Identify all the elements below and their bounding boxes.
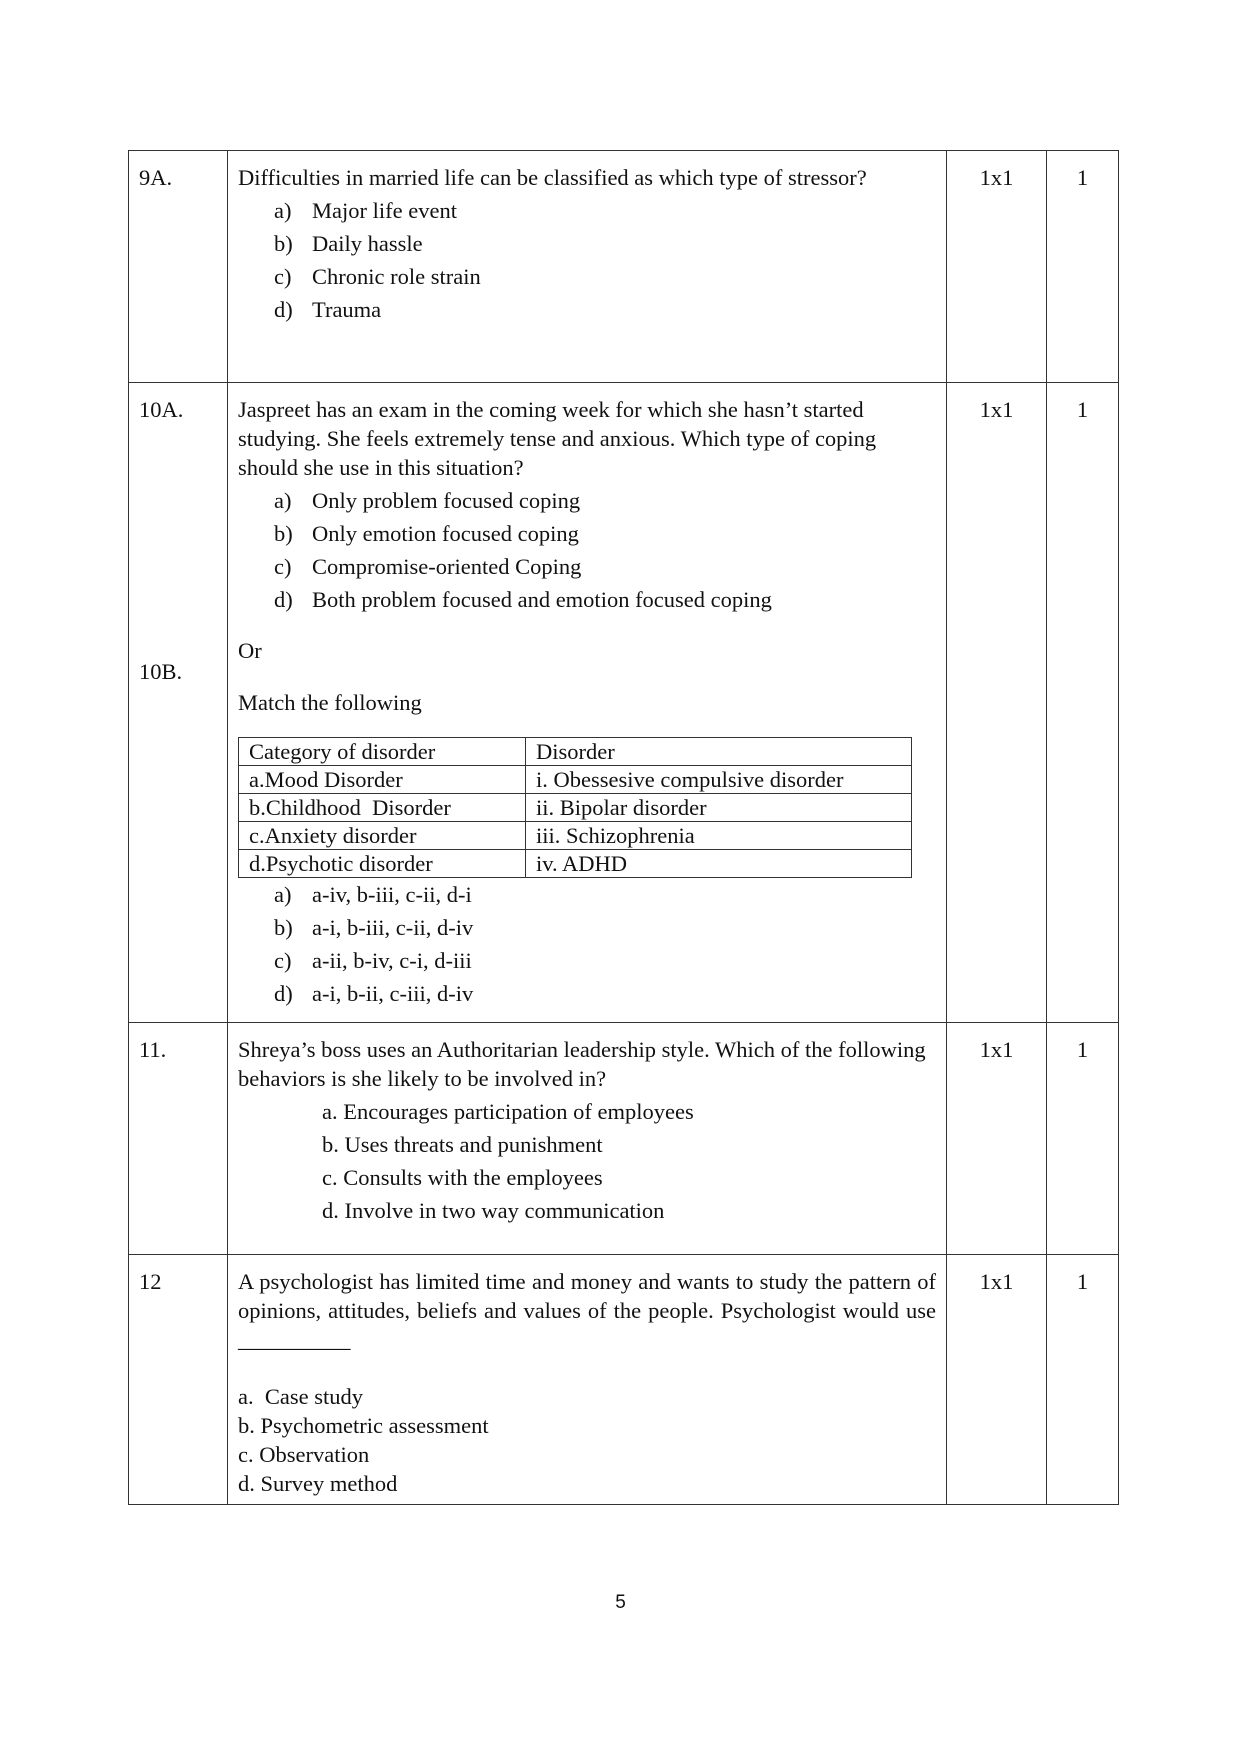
questions-table: [128, 150, 1119, 1505]
total-marks: 1: [1047, 151, 1119, 383]
question-text-cell: [228, 1255, 947, 1505]
option: b. Psychometric assessment: [238, 1413, 489, 1438]
question-number: 11.: [129, 1023, 228, 1255]
question-number: 9A.: [129, 151, 228, 383]
match-cell: b.Childhood Disorder: [239, 794, 526, 822]
question-text: A psychologist has limited time and money and wants to study the pattern of opinions, attitudes, beliefs and values of the people. Psychologist would use __________: [238, 1269, 936, 1352]
match-cell: a.Mood Disorder: [239, 766, 526, 794]
match-title: Match the following: [238, 690, 422, 715]
page-number: 5: [615, 1592, 626, 1613]
question-number-cell: [129, 383, 228, 1023]
total-marks: 1: [1047, 1255, 1119, 1505]
marks-breakdown: 1x1: [947, 383, 1047, 1023]
option: d) Both problem focused and emotion focused coping: [274, 587, 772, 612]
total-marks: 1: [1047, 1023, 1119, 1255]
or-separator: Or: [238, 638, 262, 663]
options-list: [274, 484, 936, 616]
option: a. Case study: [238, 1384, 363, 1409]
match-cell: iii. Schizophrenia: [526, 822, 912, 850]
question-text: Shreya’s boss uses an Authoritarian leadership style. Which of the following behaviors is she likely to be involved in?: [238, 1037, 926, 1091]
option: a) Only problem focused coping: [274, 488, 581, 513]
marks-breakdown: 1x1: [947, 1255, 1047, 1505]
question-text: Difficulties in married life can be classified as which type of stressor?: [238, 165, 867, 190]
option: b) Daily hassle: [274, 231, 423, 256]
option: d) Trauma: [274, 297, 382, 322]
match-cell: iv. ADHD: [526, 850, 912, 878]
match-table-row: [239, 766, 912, 794]
match-table-row: [239, 822, 912, 850]
options-list: [238, 1382, 936, 1498]
options-list: [274, 194, 936, 326]
option: c) Chronic role strain: [274, 264, 481, 289]
question-number: 10A.: [139, 397, 184, 422]
match-options-list: [274, 878, 936, 1010]
marks-breakdown: 1x1: [947, 1023, 1047, 1255]
option: d) a-i, b-ii, c-iii, d-iv: [274, 981, 474, 1006]
option: c) Compromise-oriented Coping: [274, 554, 582, 579]
match-cell: d.Psychotic disorder: [239, 850, 526, 878]
question-number: 12: [129, 1255, 228, 1505]
option: a) a-iv, b-iii, c-ii, d-i: [274, 882, 472, 907]
match-header-disorder: Disorder: [526, 738, 912, 766]
marks-breakdown: 1x1: [947, 151, 1047, 383]
option: a) Major life event: [274, 198, 457, 223]
match-table: [238, 737, 912, 878]
option: b) Only emotion focused coping: [274, 521, 579, 546]
option: a. Encourages participation of employees: [322, 1099, 694, 1124]
question-row-11: [129, 1023, 1119, 1255]
match-header-category: Category of disorder: [239, 738, 526, 766]
question-row-10: [129, 383, 1119, 1023]
match-table-header: [239, 738, 912, 766]
question-row-9: [129, 151, 1119, 383]
question-text-cell: [228, 1023, 947, 1255]
match-table-row: [239, 794, 912, 822]
question-text-cell: [228, 151, 947, 383]
option: b. Uses threats and punishment: [322, 1132, 603, 1157]
total-marks: 1: [1047, 383, 1119, 1023]
options-list: [322, 1095, 936, 1227]
match-cell: c.Anxiety disorder: [239, 822, 526, 850]
question-row-12: [129, 1255, 1119, 1505]
question-text: Jaspreet has an exam in the coming week for which she hasn’t started studying. She feels extremely tense and anxious. Which type of coping should she use in this situation?: [238, 397, 877, 480]
option: c) a-ii, b-iv, c-i, d-iii: [274, 948, 472, 973]
option: d. Involve in two way communication: [322, 1198, 665, 1223]
option: b) a-i, b-iii, c-ii, d-iv: [274, 915, 474, 940]
match-cell: ii. Bipolar disorder: [526, 794, 912, 822]
question-number-alt: 10B.: [139, 659, 183, 684]
option: c. Consults with the employees: [322, 1165, 603, 1190]
option: d. Survey method: [238, 1471, 398, 1496]
match-table-row: [239, 850, 912, 878]
question-text-cell: [228, 383, 947, 1023]
option: c. Observation: [238, 1442, 370, 1467]
match-cell: i. Obessesive compulsive disorder: [526, 766, 912, 794]
